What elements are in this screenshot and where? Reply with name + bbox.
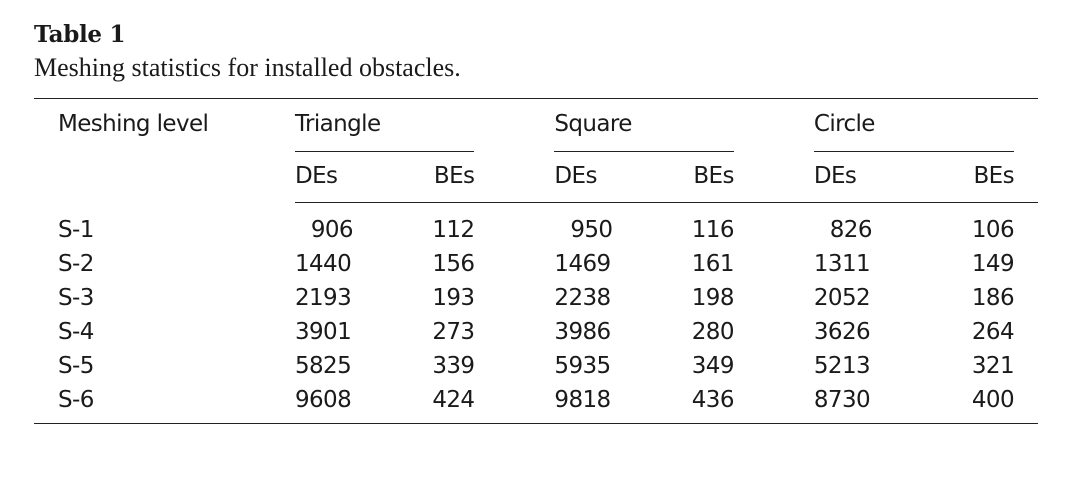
cell-square-bes: 349 xyxy=(691,353,734,379)
cell-triangle-des: 9608 xyxy=(294,387,352,413)
cell-triangle-des: 3901 xyxy=(294,319,352,345)
cell-triangle-bes: 339 xyxy=(432,353,475,379)
cell-circle-des: 8730 xyxy=(813,387,871,413)
cell-triangle-bes: 112 xyxy=(432,217,475,243)
cell-circle-bes: 149 xyxy=(971,251,1014,277)
cell-square-bes: 161 xyxy=(691,251,734,277)
group-label-circle: Circle xyxy=(814,111,1014,152)
cell-level: S-4 xyxy=(58,319,94,345)
cell-square-des xyxy=(554,203,689,248)
cell-triangle-bes: 273 xyxy=(432,319,475,345)
cell-triangle-bes: 156 xyxy=(432,251,475,277)
table-row xyxy=(34,349,1038,383)
cell-square-bes: 280 xyxy=(691,319,734,345)
cell-level: S-3 xyxy=(58,285,94,311)
cell-level: S-5 xyxy=(58,353,94,379)
cell-square-des: 3986 xyxy=(554,319,611,345)
cell-value: 826 xyxy=(829,217,872,243)
meshing-statistics-table xyxy=(34,98,1038,424)
table-row xyxy=(34,315,1038,349)
cell-triangle-des: 5825 xyxy=(294,353,352,379)
cell-circle-des: 5213 xyxy=(813,353,871,379)
cell-circle-des xyxy=(814,203,949,248)
table-figure xyxy=(34,20,1038,424)
cell-triangle-bes: 424 xyxy=(432,387,475,413)
cell-level: S-1 xyxy=(58,216,94,243)
cell-square-bes: 436 xyxy=(691,387,734,413)
table-caption-text: Meshing statistics for installed obstacles. xyxy=(34,53,461,82)
cell-triangle-des xyxy=(295,203,430,248)
cell-circle-bes: 106 xyxy=(971,217,1014,243)
cell-level: S-6 xyxy=(58,387,94,413)
cell-value: 906 xyxy=(310,217,353,243)
column-header-triangle-des: DEs xyxy=(295,152,430,203)
table-row xyxy=(34,281,1038,315)
column-header-meshing-level: Meshing level xyxy=(58,111,209,137)
cell-square-des: 2238 xyxy=(554,285,611,311)
cell-square-bes: 198 xyxy=(691,285,734,311)
cell-value: 950 xyxy=(570,217,613,243)
cell-square-bes: 116 xyxy=(691,217,734,243)
cell-square-des: 1469 xyxy=(554,251,611,277)
cell-level: S-2 xyxy=(58,251,94,277)
table-row xyxy=(34,383,1038,424)
column-header-square-des: DEs xyxy=(554,152,689,203)
cell-triangle-des: 2193 xyxy=(294,285,352,311)
cell-square-des: 5935 xyxy=(554,353,611,379)
table-row xyxy=(34,247,1038,281)
column-group-square xyxy=(554,99,813,153)
column-header-circle-des: DEs xyxy=(814,152,949,203)
cell-circle-des: 2052 xyxy=(813,285,871,311)
cell-circle-bes: 400 xyxy=(971,387,1014,413)
column-group-circle xyxy=(814,99,1038,153)
cell-circle-des: 1311 xyxy=(813,251,871,277)
cell-triangle-bes: 193 xyxy=(432,285,475,311)
column-header-triangle-bes: BEs xyxy=(430,152,555,203)
cell-circle-bes: 264 xyxy=(971,319,1014,345)
cell-circle-des: 3626 xyxy=(813,319,871,345)
cell-triangle-des: 1440 xyxy=(294,251,352,277)
cell-circle-bes: 186 xyxy=(971,285,1014,311)
column-header-square-bes: BEs xyxy=(689,152,814,203)
cell-circle-bes: 321 xyxy=(971,353,1014,379)
column-header-circle-bes: BEs xyxy=(949,152,1038,203)
table-row xyxy=(34,203,1038,248)
group-label-square: Square xyxy=(554,111,733,152)
cell-square-des: 9818 xyxy=(554,387,611,413)
group-label-triangle: Triangle xyxy=(295,111,474,152)
column-group-triangle xyxy=(295,99,554,153)
table-caption-label: Table 1 xyxy=(34,21,126,48)
